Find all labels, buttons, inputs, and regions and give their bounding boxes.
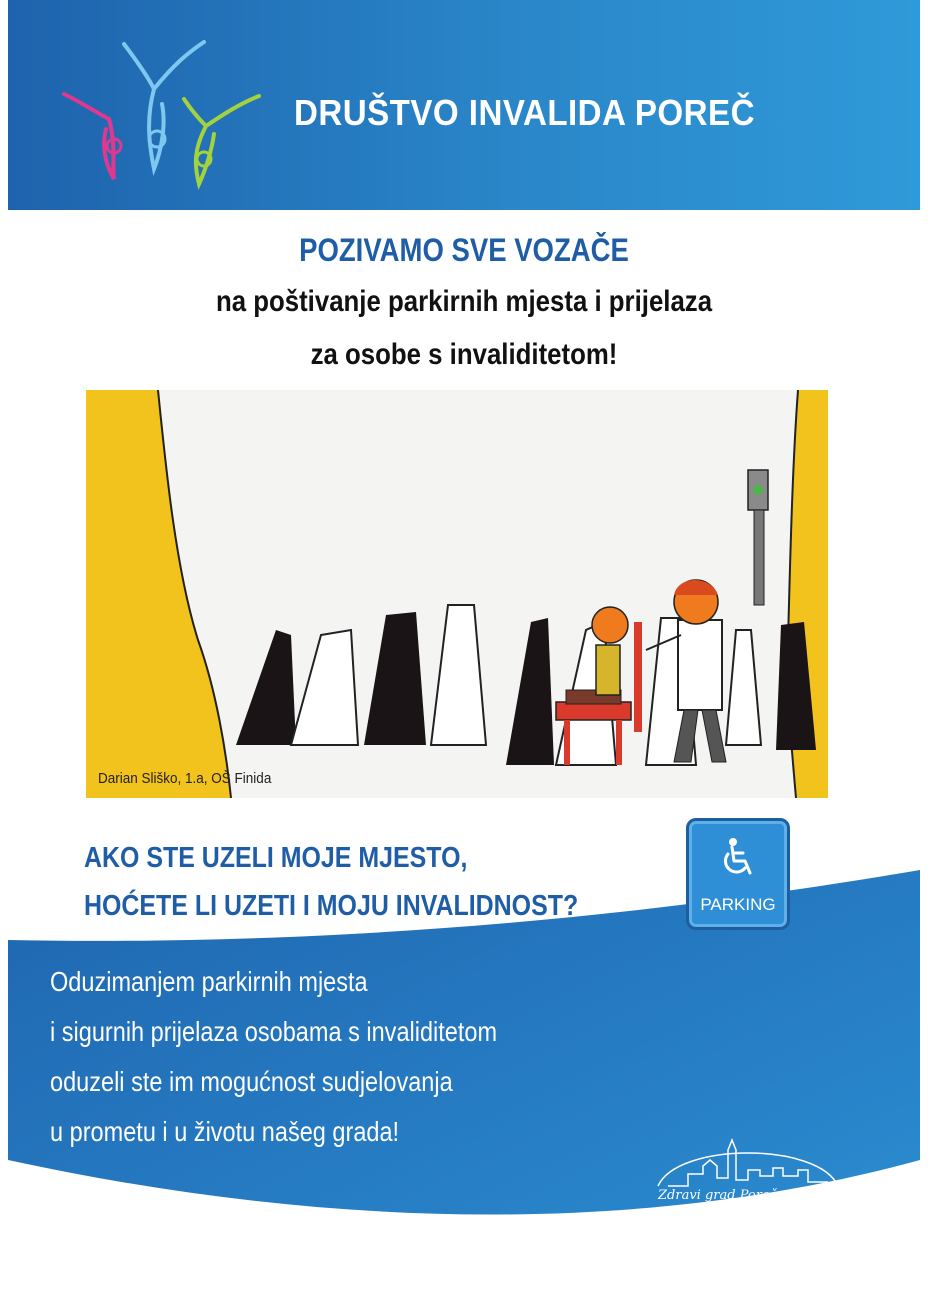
body-line-2: i sigurnih prijelaza osobama s invaliditetom xyxy=(50,1016,498,1047)
drawing-caption: Darian Sliško, 1.a, OŠ Finida xyxy=(98,770,272,787)
child-drawing xyxy=(86,390,828,798)
child-drawing-crosswalk xyxy=(86,390,828,798)
header-band xyxy=(8,0,920,210)
question-line-1: AKO STE UZELI MOJE MJESTO, xyxy=(84,842,468,874)
parking-label: PARKING xyxy=(700,895,776,914)
three-figures-logo-icon xyxy=(54,34,274,194)
org-name: DRUŠTVO INVALIDA POREČ xyxy=(294,92,755,133)
parking-sign xyxy=(686,818,790,930)
body-line-3: oduzeli ste im mogućnost sudjelovanja xyxy=(50,1066,453,1097)
body-line-1: Oduzimanjem parkirnih mjesta xyxy=(50,966,368,997)
question-line-2: HOĆETE LI UZETI I MOJU INVALIDNOST? xyxy=(84,890,579,922)
wheelchair-icon xyxy=(719,837,757,879)
headline-line-3: za osobe s invaliditetom! xyxy=(310,338,618,371)
body-line-4: u prometu i u životu našeg grada! xyxy=(50,1116,400,1147)
headline-call: POZIVAMO SVE VOZAČE xyxy=(299,232,629,268)
headline-line-2: na poštivanje parkirnih mjesta i prijelaza xyxy=(215,285,713,318)
poster xyxy=(8,0,920,1300)
city-logo-line-1: Zdravi grad Poreč - Parenzo xyxy=(658,1188,843,1203)
city-skyline-logo-icon xyxy=(648,1130,848,1190)
city-logo-line-2: Città sana Poreč - Parenzo xyxy=(674,1214,835,1228)
